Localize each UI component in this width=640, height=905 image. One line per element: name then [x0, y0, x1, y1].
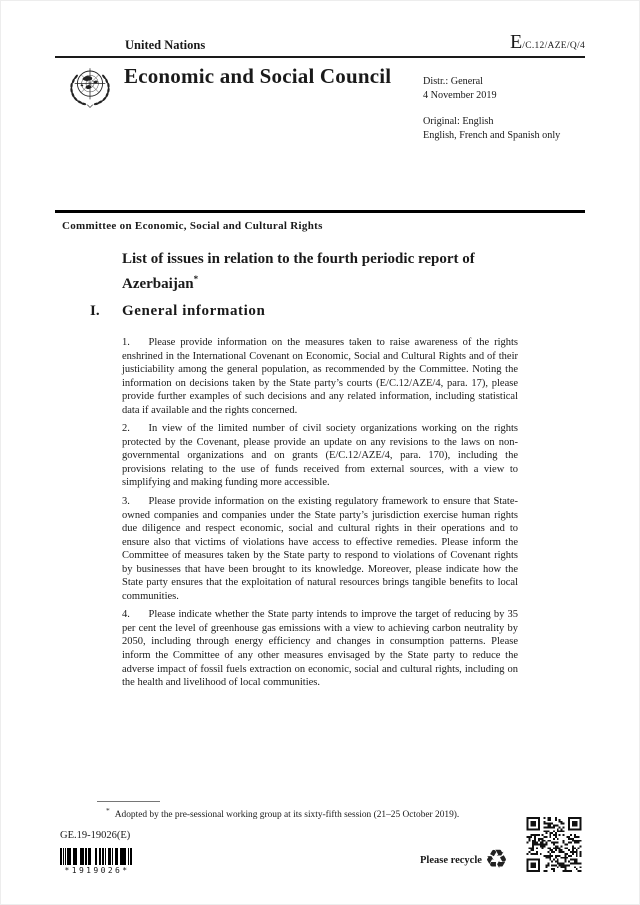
paragraph-3	[122, 495, 518, 603]
distr-gap	[423, 103, 560, 115]
paragraph-text: Please provide information on the measures taken to raise awareness of the rights enshrined in the International Covenant on Economic, Social and Cultural Rights and of their justiciability among the general population, as recommended by the Committee. Noting the information on decisions taken by the State party’s courts (E/C.12/AZE/4, para. 17), please provide further examples of such decisions and any related information, including statistical data if available and the rights concerned.	[122, 337, 518, 416]
body-text	[122, 336, 518, 695]
date-line: 4 November 2019	[423, 90, 497, 101]
document-title	[122, 250, 507, 294]
paragraph-number: 4.	[122, 609, 130, 621]
title-footnote-marker: *	[193, 273, 199, 284]
paragraph-4	[122, 608, 518, 689]
paragraph-1	[122, 336, 518, 417]
recycle-notice	[420, 843, 508, 877]
barcode	[60, 848, 132, 865]
document-title-text: List of issues in relation to the fourth periodic report of Azerbaijan	[122, 251, 475, 292]
masthead-rule	[55, 56, 585, 58]
section-heading	[90, 303, 265, 320]
languages-line: English, French and Spanish only	[423, 130, 561, 141]
paragraph-number: 2.	[122, 423, 130, 435]
qr-code	[524, 817, 584, 872]
barcode-digits: *1919026*	[64, 866, 130, 875]
doc-symbol-prefix: E	[510, 31, 523, 53]
paragraph-text: Please provide information on the existing regulatory framework to ensure that State-owned companies and companies under the State party’s jurisdiction exercise human rights due diligence and respect economic, social and cultural rights in their operations and to ensure also that victims of violations have access to effective remedies. Please inform the Committee of measures taken by the State party to respond to violations of Covenant rights by businesses that have been brought to its knowledge. Moreover, please indicate how the State party ensures that the exploitation of natural resources brings tangible benefits to local communities.	[122, 496, 518, 602]
paragraph-number: 3.	[122, 496, 130, 508]
council-title: Economic and Social Council	[124, 64, 392, 88]
paragraph-number: 1.	[122, 337, 130, 348]
paragraph-2	[122, 422, 518, 490]
header-divider-rule	[55, 210, 585, 213]
doc-symbol	[510, 31, 585, 54]
un-emblem-icon	[63, 62, 117, 116]
distribution-block	[423, 75, 560, 143]
paragraph-text: In view of the limited number of civil society organizations working on the rights protected by the Covenant, please provide an update on any revisions to the laws on non-governmental organizations and on grants (E/C.12/AZE/4, para. 170), including the provisions relating to the use of funds received from external sources, with a view to simplifying and making funding more accessible.	[122, 423, 518, 489]
distr-line: Distr.: General	[423, 76, 483, 87]
original-language-line: Original: English	[423, 116, 494, 127]
footnote-marker: *	[106, 806, 110, 815]
recycle-label: Please recycle	[420, 854, 482, 866]
footnote-text: Adopted by the pre-sessional working group at its sixty-fifth session (21–25 October 2019).	[114, 810, 460, 821]
section-number: I.	[90, 303, 100, 319]
section-heading-text: General information	[122, 303, 266, 319]
doc-symbol-suffix: /C.12/AZE/Q/4	[522, 41, 585, 51]
org-name: United Nations	[125, 38, 206, 52]
ge-number: GE.19-19026(E)	[60, 830, 131, 841]
paragraph-text: Please indicate whether the State party intends to improve the target of reducing by 35 per cent the level of greenhouse gas emissions with a view to achieving carbon neutrality by 2050, including through energy efficiency and changes in consumption patterns. Please inform the Committee of any other measures envisaged by the State party to reduce the adverse impact of fossil fuels extraction on economic, social and cultural rights, including on the health and livelihood of local communities.	[122, 609, 518, 689]
footnote-rule	[97, 801, 160, 802]
recycle-icon: ♻	[484, 845, 509, 875]
committee-name: Committee on Economic, Social and Cultural Rights	[62, 220, 323, 232]
footnote	[106, 806, 536, 820]
